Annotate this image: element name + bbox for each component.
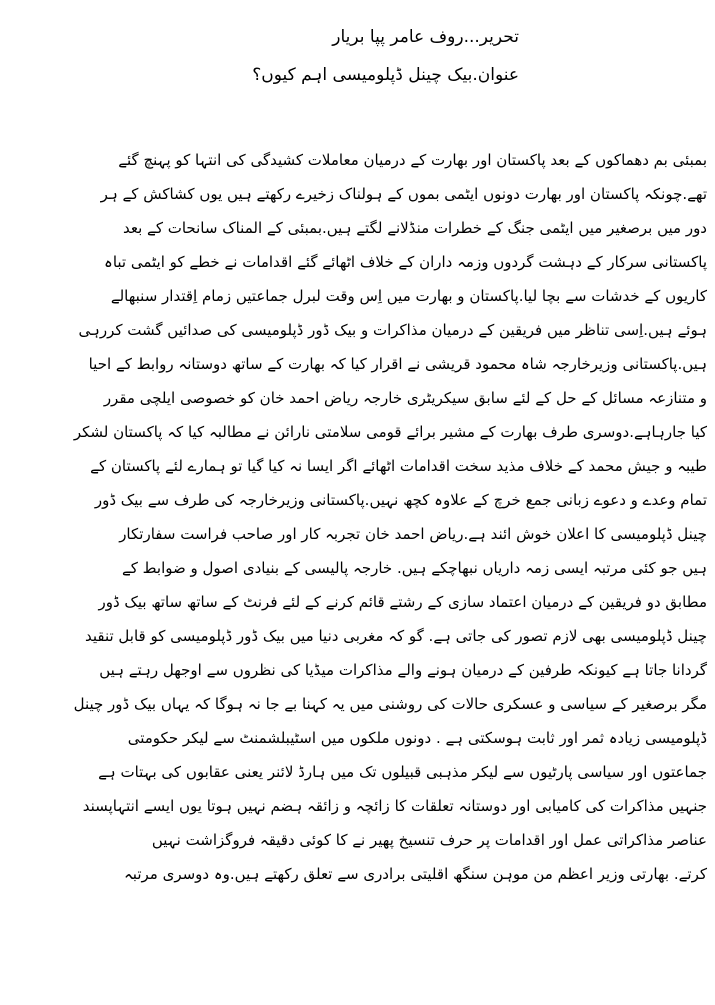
body-line: ڈپلومیسی زیادہ ثمر اور ثابت ہوسکتی ہے . دونوں ملکوں میں اسٹیبلشمنٹ سے لیکر حکومتی	[127, 729, 707, 747]
body-line: عناصر مذاکراتی عمل اور اقدامات پر حرف تنسیخ پھیر نے کا کوئی دقیقہ فروگزاشت نہیں	[151, 831, 707, 849]
body-line: ہوئے ہیں.اِسی تناظر میں فریقین کے درمیان مذاکرات و بیک ڈور ڈپلومیسی کی صدائیں گشت کررہی	[78, 321, 707, 339]
article-body	[0, 143, 715, 891]
body-line: جماعتوں اور سیاسی پارٹیوں سے لیکر مذہبی قبیلوں تک میں ہارڈ لائنر یعنی عقابوں کی بہتات ہے	[98, 763, 707, 781]
body-line: بمبئی بم دھماکوں کے بعد پاکستان اور بھارت کے درمیان معاملات کشیدگی کی انتہا کو پہنچ گئے	[118, 151, 707, 169]
body-line: تھے.چونکہ پاکستان اور بھارت دونوں ایٹمی بموں کے ہولناک زخیرے رکھتے ہیں یوں کشاکش کے ہر	[100, 185, 707, 203]
body-line: مطابق دو فریقین کے درمیان اعتماد سازی کے رشتے قائم کرنے کے لئے فرنٹ کے ساتھ ساتھ بیک ڈور	[98, 593, 707, 611]
body-line: چینل ڈپلومیسی بھی لازم تصور کی جاتی ہے. گو کہ مغربی دنیا میں بیک ڈور ڈپلومیسی کو قابل تنقید	[84, 627, 707, 645]
article-byline: تحریر...روف عامر پپا بریار	[332, 27, 519, 47]
body-line: ہیں.پاکستانی وزیرخارجہ شاہ محمود قریشی نے اقرار کیا کہ بھارت کے ساتھ دوستانہ روابط کے احیا	[88, 355, 707, 373]
body-line: کیا جارہاہے.دوسری طرف بھارت کے مشیر برائے قومی سلامتی نارائن نے مطالبہ کیا کہ پاکستان لشکر	[73, 423, 707, 441]
body-line: پاکستانی سرکار کے دہشت گردوں وزمہ داران کے خلاف اٹھائے گئے اقدامات نے خطے کو ایٹمی تباہ	[104, 253, 707, 271]
body-line: تمام وعدے و دعوے زبانی جمع خرچ کے علاوہ کچھ نہیں.پاکستانی وزیرخارجہ کی طرف سے بیک ڈور	[94, 491, 707, 509]
body-line: دور میں برصغیر میں ایٹمی جنگ کے خطرات منڈلانے لگتے ہیں.بمبئی کے المناک سانحات کے بعد	[122, 219, 707, 237]
body-line: جنہیں مذاکرات کی کامیابی اور دوستانہ تعلقات کا زائچہ و زائقہ ہضم نہیں ہوتا یوں ایسے انتہاپسند	[82, 797, 707, 815]
body-line: کاریوں کے خدشات سے بچا لیا.پاکستان و بھارت میں اِس وقت لبرل جماعتیں زمام اِقتدار سنبھالے	[110, 287, 707, 305]
body-line: چینل ڈپلومیسی کا اعلان خوش ائند ہے.ریاض احمد خان تجربہ کار اور صاحب فراست سفارتکار	[119, 525, 707, 543]
body-line: طیبہ و جیش محمد کے خلاف مذید سخت اقدامات اٹھائے اگر ایسا نہ کیا گیا تو ہمارے لئے پاکستان کے	[90, 457, 707, 475]
body-line: مگر برصغیر کے سیاسی و عسکری حالات کی روشنی میں یہ کہنا بے جا نہ ہوگا کہ یہاں بیک ڈور چینل	[73, 695, 707, 713]
body-line: و متنازعہ مسائل کے حل کے لئے سابق سیکریٹری خارجہ ریاض احمد خان کو خصوصی ایلچی مقرر	[103, 389, 707, 407]
body-line: ہیں جو کئی مرتبہ ایسی زمہ داریاں نبھاچکے ہیں. خارجہ پالیسی کے بنیادی اصول و ضوابط کے	[121, 559, 707, 577]
body-line: کرتے. بھارتی وزیر اعظم من موہن سنگھ اقلیتی برادری سے تعلق رکھتے ہیں.وہ دوسری مرتبہ	[124, 865, 707, 883]
body-line: گردانا جاتا ہے کیونکہ طرفین کے درمیان ہونے والے مذاکرات میڈیا کی نظروں سے اوجھل رہتے ہیں	[99, 661, 707, 679]
article-title: عنوان.بیک چینل ڈپلومیسی اہم کیوں؟	[252, 65, 519, 85]
